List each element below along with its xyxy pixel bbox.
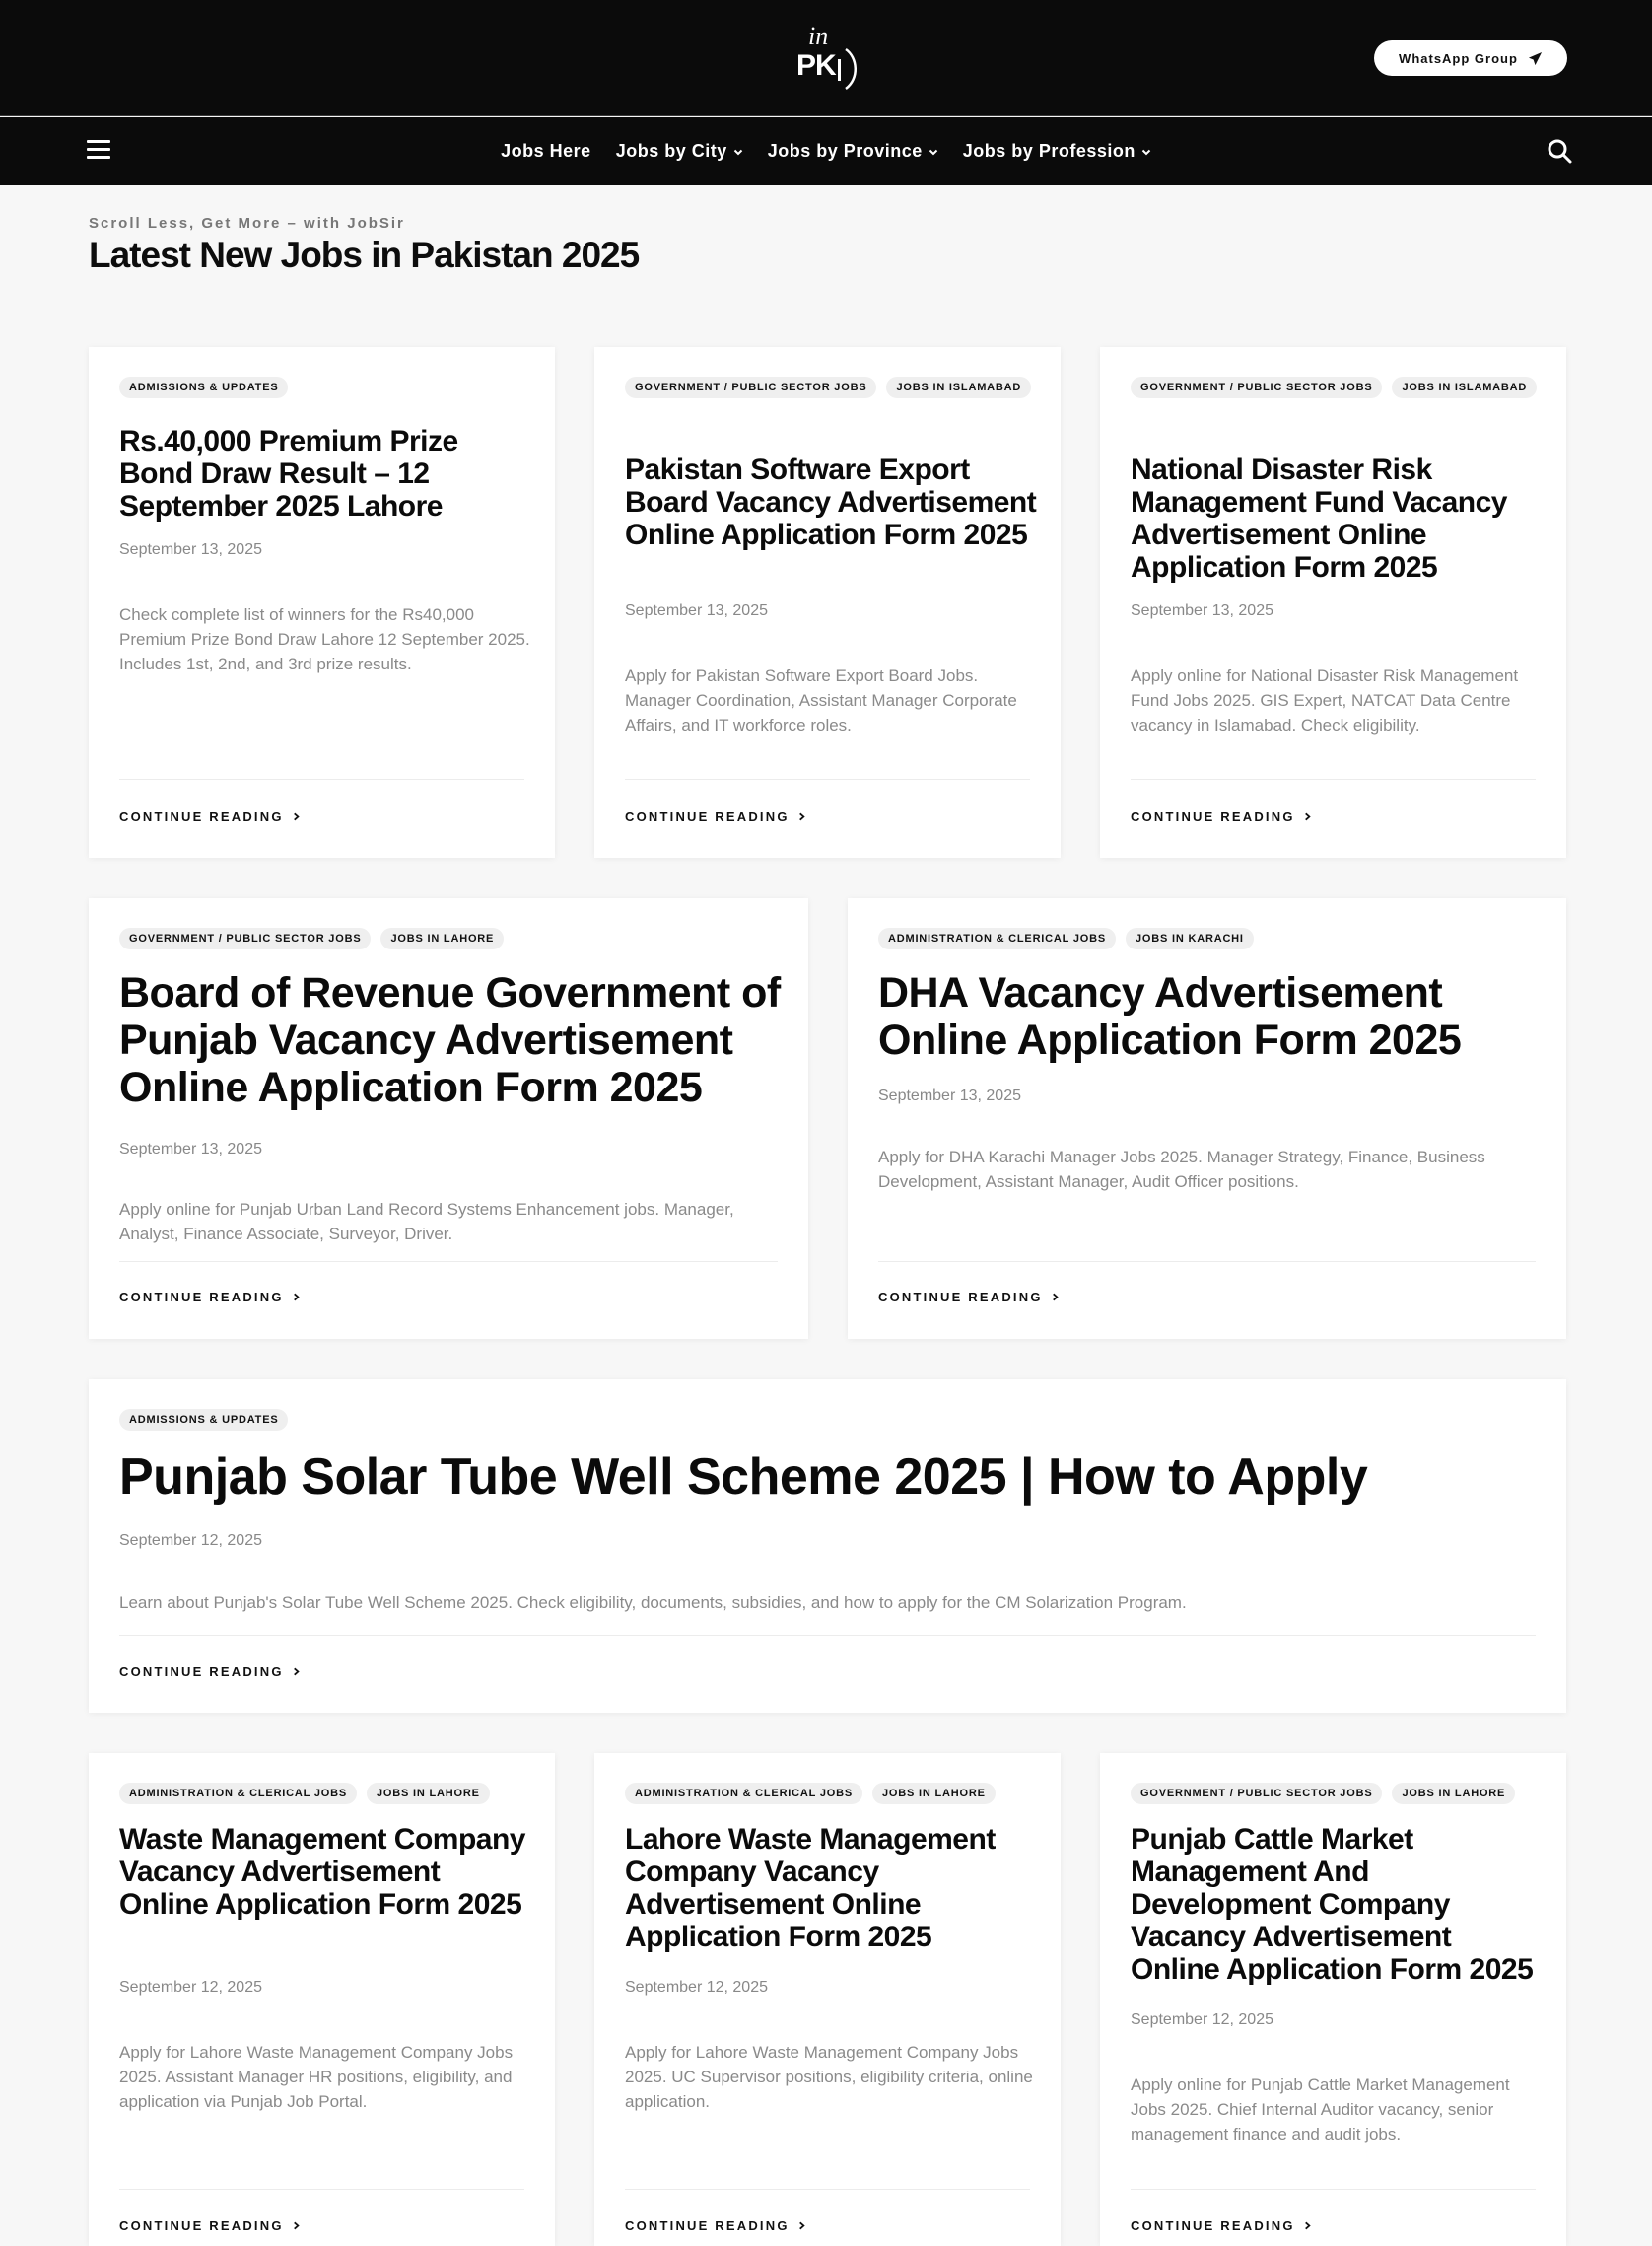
card-divider [878,1261,1536,1262]
post-title[interactable]: DHA Vacancy Advertisement Online Application Form 2025 [878,969,1462,1064]
top-header [0,0,1652,116]
post-date: September 13, 2025 [119,541,262,558]
post-excerpt: Apply for Pakistan Software Export Board Jobs. Manager Coordination, Assistant Manager Corporate Affairs, and IT workforce roles. [625,667,1017,735]
card-divider [119,1261,778,1262]
post-card[interactable] [594,1753,1061,2246]
chevron-right-icon [797,2221,806,2230]
category-tag[interactable]: GOVERNMENT / PUBLIC SECTOR JOBS [119,928,371,949]
continue-reading-link[interactable] [1131,809,1312,824]
category-tags [1131,1783,1547,1804]
category-tags [119,1409,1547,1431]
chevron-right-icon [1051,1293,1060,1301]
category-tags [1131,377,1547,398]
continue-reading-link[interactable] [1131,2218,1312,2233]
post-excerpt: Apply for Lahore Waste Management Company Jobs 2025. UC Supervisor positions, eligibility criteria, online application. [625,2043,1033,2111]
card-divider [119,1635,1536,1636]
post-title[interactable]: Punjab Cattle Market Management And Development Company Vacancy Advertisement Online Application Form 2025 [1131,1823,1534,1986]
post-date: September 12, 2025 [625,1979,768,1996]
category-tags [878,928,1547,949]
continue-reading-link[interactable] [878,1290,1060,1304]
logo-superscript: in [808,22,829,50]
nav-item-jobs-by-profession[interactable] [963,141,1151,162]
card-divider [1131,2189,1536,2190]
chevron-right-icon [292,2221,301,2230]
card-divider [119,779,524,780]
post-title[interactable]: Punjab Solar Tube Well Scheme 2025 | How to Apply [119,1448,1368,1506]
post-title[interactable]: Rs.40,000 Premium Prize Bond Draw Result – 12 September 2025 Lahore [119,425,458,523]
continue-reading-link[interactable] [625,809,806,824]
continue-reading-label: CONTINUE READING [625,2218,790,2233]
post-date: September 13, 2025 [625,602,768,619]
post-title[interactable]: Board of Revenue Government of Punjab Vacancy Advertisement Online Application Form 2025 [119,969,781,1111]
category-tag[interactable]: JOBS IN ISLAMABAD [1392,377,1537,398]
post-title[interactable]: National Disaster Risk Management Fund Vacancy Advertisement Online Application Form 2025 [1131,454,1507,584]
post-title[interactable]: Waste Management Company Vacancy Advertisement Online Application Form 2025 [119,1823,525,1921]
post-excerpt: Check complete list of winners for the Rs40,000 Premium Prize Bond Draw Lahore 12 September 2025. Includes 1st, 2nd, and 3rd prize results. [119,605,530,673]
post-card[interactable] [1100,1753,1566,2246]
card-divider [119,2189,524,2190]
nav-item-label: Jobs by City [615,141,727,161]
category-tags [625,377,1041,398]
category-tags [119,377,535,398]
post-excerpt: Apply for DHA Karachi Manager Jobs 2025. Manager Strategy, Finance, Business Development, Assistant Manager, Audit Officer positions. [878,1148,1485,1191]
nav-item-label: Jobs by Profession [962,141,1136,161]
nav-items [0,117,1652,185]
category-tag[interactable]: JOBS IN KARACHI [1126,928,1254,949]
post-card[interactable] [89,1753,555,2246]
post-card[interactable] [594,347,1061,858]
card-divider [625,2189,1030,2190]
continue-reading-link[interactable] [119,1290,301,1304]
category-tag[interactable]: ADMISSIONS & UPDATES [119,1409,288,1431]
chevron-right-icon [1303,812,1312,821]
continue-reading-label: CONTINUE READING [625,809,790,824]
category-tag[interactable]: GOVERNMENT / PUBLIC SECTOR JOBS [625,377,876,398]
search-icon[interactable] [1546,137,1573,165]
category-tags [625,1783,1041,1804]
category-tag[interactable]: GOVERNMENT / PUBLIC SECTOR JOBS [1131,377,1382,398]
category-tag[interactable]: JOBS IN LAHORE [367,1783,490,1804]
post-excerpt: Apply online for Punjab Cattle Market Management Jobs 2025. Chief Internal Auditor vacancy, senior management finance and audit jobs. [1131,2075,1510,2143]
post-date: September 13, 2025 [119,1141,262,1158]
continue-reading-label: CONTINUE READING [1131,2218,1295,2233]
category-tag[interactable]: ADMINISTRATION & CLERICAL JOBS [119,1783,357,1804]
category-tag[interactable]: JOBS IN LAHORE [380,928,504,949]
continue-reading-link[interactable] [119,1664,301,1679]
continue-reading-label: CONTINUE READING [1131,809,1295,824]
continue-reading-label: CONTINUE READING [878,1290,1043,1304]
chevron-right-icon [292,812,301,821]
post-card[interactable] [89,898,808,1339]
post-excerpt: Apply for Lahore Waste Management Company Jobs 2025. Assistant Manager HR positions, eligibility, and application via Punjab Job Portal. [119,2043,514,2111]
post-date: September 12, 2025 [119,1979,262,1996]
category-tag[interactable]: JOBS IN LAHORE [1392,1783,1515,1804]
nav-item-jobs-by-city[interactable] [616,141,743,162]
chevron-right-icon [1303,2221,1312,2230]
continue-reading-label: CONTINUE READING [119,809,284,824]
continue-reading-label: CONTINUE READING [119,1664,284,1679]
chevron-right-icon [797,812,806,821]
chevron-right-icon [292,1293,301,1301]
post-date: September 13, 2025 [1131,602,1273,619]
continue-reading-link[interactable] [119,809,301,824]
post-title[interactable]: Pakistan Software Export Board Vacancy Advertisement Online Application Form 2025 [625,454,1037,551]
chevron-right-icon [292,1667,301,1676]
category-tag[interactable]: JOBS IN ISLAMABAD [886,377,1031,398]
chevron-down-icon [733,147,743,157]
post-card[interactable] [89,347,555,858]
post-card[interactable] [848,898,1566,1339]
nav-item-label: Jobs Here [501,141,591,161]
post-card[interactable] [89,1379,1566,1713]
post-date: September 13, 2025 [878,1088,1021,1104]
whatsapp-button-label: WhatsApp Group [1399,50,1518,66]
post-excerpt: Apply online for Punjab Urban Land Record Systems Enhancement jobs. Manager, Analyst, Finance Associate, Surveyor, Driver. [119,1200,734,1243]
category-tags [119,1783,535,1804]
whatsapp-group-button[interactable] [1374,40,1567,76]
chevron-down-icon [929,147,938,157]
category-tag[interactable]: JOBS IN LAHORE [872,1783,996,1804]
logo-text: PK [796,49,836,82]
card-divider [1131,779,1536,780]
post-excerpt: Apply online for National Disaster Risk Management Fund Jobs 2025. GIS Expert, NATCAT Data Centre vacancy in Islamabad. Check eligibility. [1131,667,1519,735]
post-card[interactable] [1100,347,1566,858]
chevron-down-icon [1141,147,1151,157]
nav-item-jobs-here[interactable] [501,141,591,162]
post-date: September 12, 2025 [119,1532,262,1549]
continue-reading-label: CONTINUE READING [119,2218,284,2233]
card-divider [625,779,1030,780]
continue-reading-label: CONTINUE READING [119,1290,284,1304]
nav-item-label: Jobs by Province [767,141,923,161]
section-title: Latest New Jobs in Pakistan 2025 [89,235,640,275]
main-nav [0,117,1652,185]
section-tagline: Scroll Less, Get More – with JobSir [89,215,405,232]
nav-item-jobs-by-province[interactable] [768,141,938,162]
category-tag[interactable]: GOVERNMENT / PUBLIC SECTOR JOBS [1131,1783,1382,1804]
post-title[interactable]: Lahore Waste Management Company Vacancy Advertisement Online Application Form 2025 [625,1823,996,1953]
category-tags [119,928,789,949]
category-tag[interactable]: ADMINISTRATION & CLERICAL JOBS [625,1783,862,1804]
post-date: September 12, 2025 [1131,2011,1273,2028]
continue-reading-link[interactable] [625,2218,806,2233]
post-excerpt: Learn about Punjab's Solar Tube Well Scheme 2025. Check eligibility, documents, subsidies, and how to apply for the CM Solarization Program. [119,1593,1187,1612]
continue-reading-link[interactable] [119,2218,301,2233]
send-icon [1528,51,1543,66]
category-tag[interactable]: ADMISSIONS & UPDATES [119,377,288,398]
site-logo[interactable] [789,20,867,99]
category-tag[interactable]: ADMINISTRATION & CLERICAL JOBS [878,928,1116,949]
